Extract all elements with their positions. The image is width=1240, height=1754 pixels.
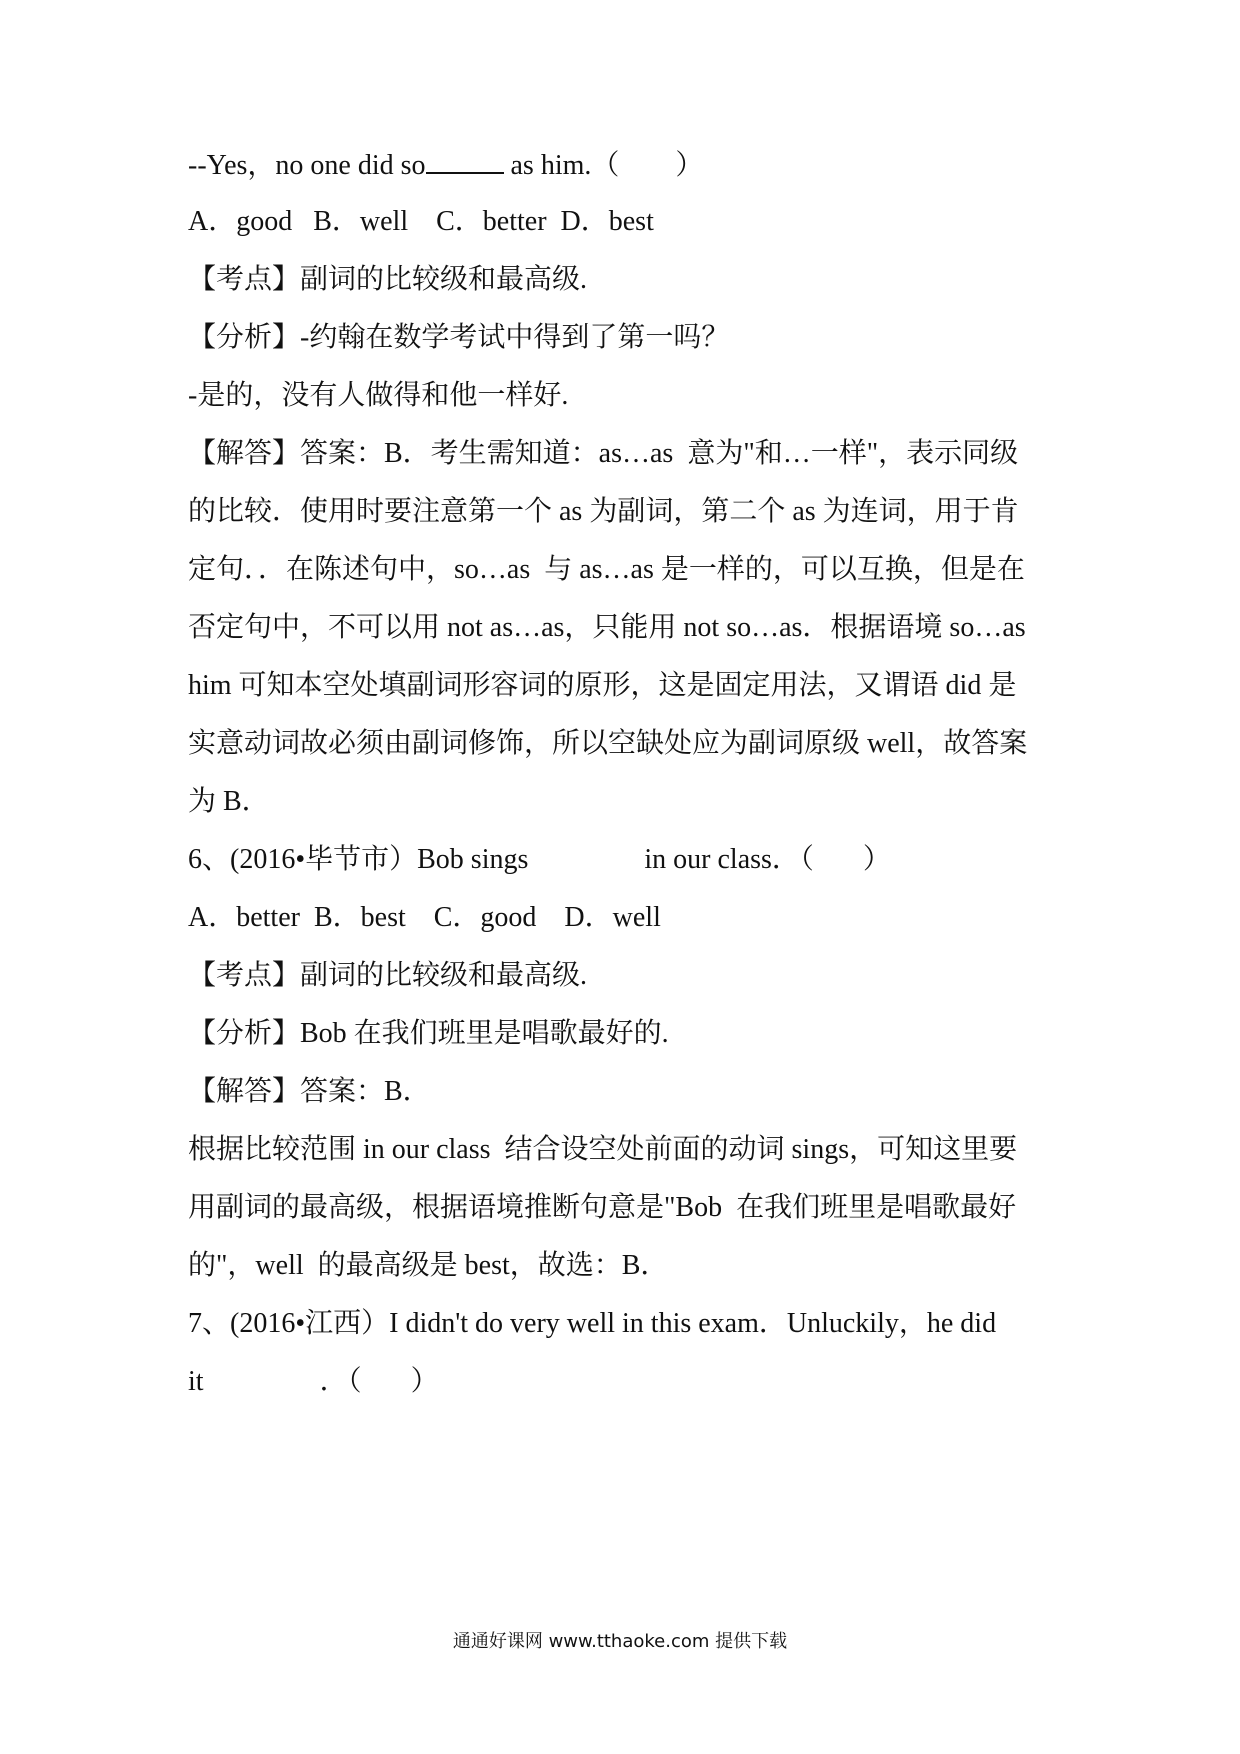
page-footer: 通通好课网 www.tthaoke.com 提供下载 (452, 1631, 788, 1652)
question-5-jieda-line-4: 否定句中，不可以用 not as…as，只能用 not so…as．根据语境 so…as (188, 612, 1026, 643)
question-7-stem-line-2 (188, 1364, 1068, 1400)
question-6-jieda-line-4: 的"，well 的最高级是 best，故选：B． (188, 1250, 669, 1281)
question-5-jieda-line-7: 为 B． (188, 786, 270, 817)
question-6-jieda-line-2: 根据比较范围 in our class 结合设空处前面的动词 sings，可知这里要 (188, 1134, 1018, 1165)
question-5-fenxi: 【分析】-约翰在数学考试中得到了第一吗？ (188, 322, 730, 353)
question-6-stem-start: 6、(2016•毕节市）Bob sings (188, 844, 529, 875)
answer-blank (204, 1364, 320, 1390)
question-6-fenxi: 【分析】Bob 在我们班里是唱歌最好的. (188, 1018, 669, 1049)
answer-blank (528, 842, 644, 868)
question-5-stem-line (188, 146, 1068, 184)
question-6-stem-line (188, 842, 1068, 878)
question-5-jieda-line-3: 定句．．在陈述句中，so…as 与 as…as 是一样的，可以互换，但是在 (188, 554, 1025, 585)
question-5-stem-end: as him.（ ） (503, 150, 704, 181)
question-5-jieda-line-6: 实意动词故必须由副词修饰，所以空缺处应为副词原级 well，故答案 (188, 728, 1028, 759)
question-7-stem-start: it (188, 1366, 204, 1397)
question-6-jieda: 【解答】答案：B． (188, 1076, 431, 1107)
question-5-fenxi-cont: -是的，没有人做得和他一样好. (188, 380, 569, 411)
question-5-jieda-line-1: 【解答】答案：B．考生需知道：as…as 意为"和…一样"，表示同级 (188, 438, 1019, 469)
question-5-stem-start: --Yes，no one did so (188, 150, 426, 181)
question-5-kaodian: 【考点】副词的比较级和最高级. (188, 264, 588, 295)
question-7-stem-line-1: 7、(2016•江西）I didn't do very well in this exam．Unluckily，he did (188, 1308, 997, 1339)
question-6-jieda-line-3: 用副词的最高级，根据语境推断句意是"Bob 在我们班里是唱歌最好 (188, 1192, 1017, 1223)
answer-blank (426, 146, 504, 174)
question-6-stem-end: in our class．（ ） (644, 844, 891, 875)
question-6-options: A．better B．best C．good D．well (188, 902, 661, 933)
question-7-stem-end: ．（ ） (319, 1366, 439, 1397)
question-5-jieda-line-2: 的比较．使用时要注意第一个 as 为副词，第二个 as 为连词，用于肯 (188, 496, 1019, 527)
question-5-jieda-line-5: him 可知本空处填副词形容词的原形，这是固定用法，又谓语 did 是 (188, 670, 1017, 701)
question-5-options: A．good B．well C．better D．best (188, 206, 654, 237)
question-6-kaodian: 【考点】副词的比较级和最高级. (188, 960, 588, 991)
